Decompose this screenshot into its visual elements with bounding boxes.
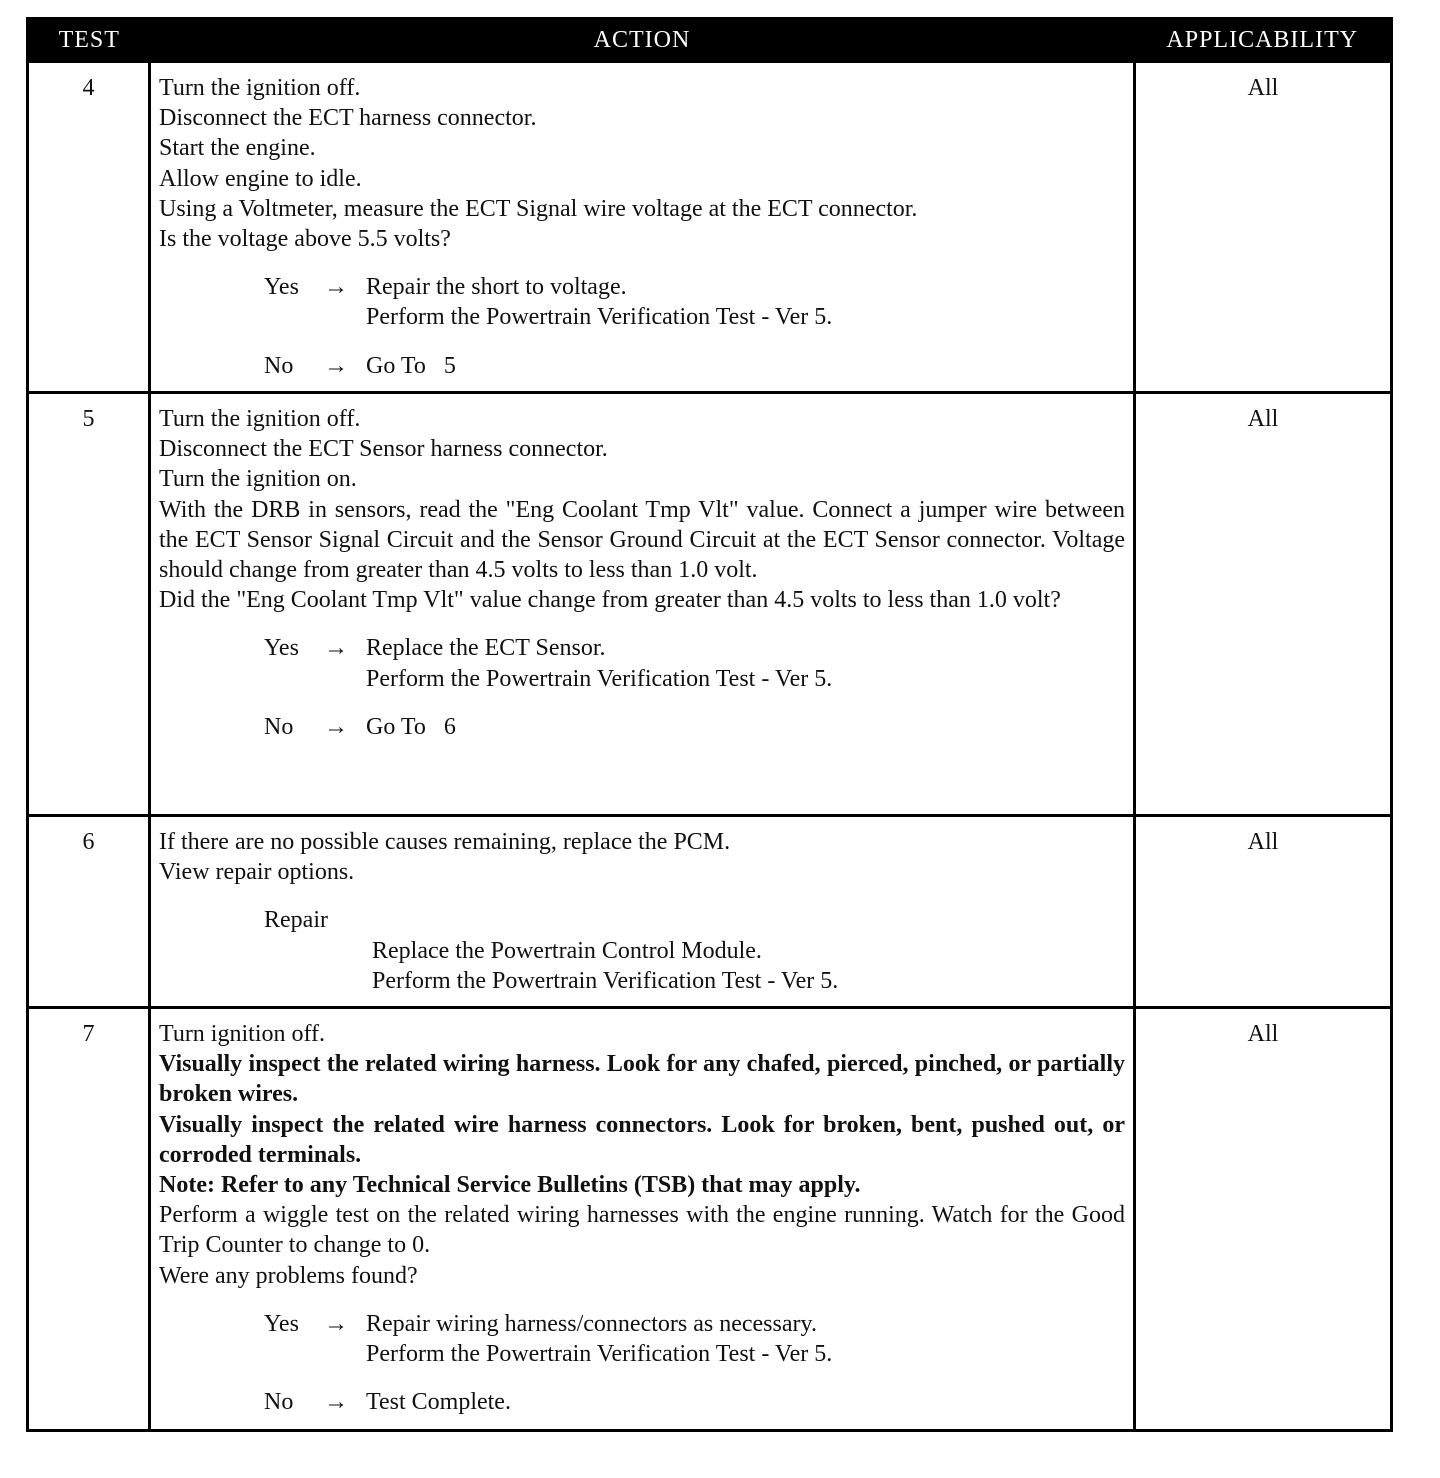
arrow-right-icon: → (324, 713, 348, 740)
arrow-right-icon: → (324, 352, 348, 379)
header-action: ACTION (150, 19, 1135, 62)
no-result-line: Test Complete. (366, 1389, 511, 1416)
yes-result-line: Repair the short to voltage. (366, 274, 627, 301)
yes-result (366, 272, 1125, 332)
no-result (366, 351, 1125, 381)
applicability-value: All (1135, 1008, 1392, 1431)
yes-outcome (264, 1309, 1125, 1369)
action-line: Were any problems found? (159, 1262, 418, 1289)
repair-steps (372, 936, 1125, 996)
diagnostic-test-table (26, 17, 1393, 1432)
yes-label: Yes (264, 274, 299, 301)
no-result (366, 1387, 1125, 1417)
action-line: If there are no possible causes remaining, replace the PCM. (159, 829, 731, 855)
yes-outcome (264, 633, 1125, 693)
test-number: 7 (28, 1008, 150, 1431)
yes-result-line: Perform the Powertrain Verification Test - Ver 5. (366, 665, 833, 692)
action-line: Using a Voltmeter, measure the ECT Signal wire voltage at the ECT connector. (159, 195, 918, 222)
action-line: Turn ignition off. (159, 1021, 326, 1048)
no-result-line: Go To 5 (366, 352, 456, 379)
test-number: 4 (28, 62, 150, 393)
yes-label: Yes (264, 1310, 299, 1337)
action-line: Turn the ignition off. (159, 75, 361, 101)
yes-result-line: Replace the ECT Sensor. (366, 635, 606, 662)
no-outcome (264, 1387, 1125, 1417)
header-test: TEST (28, 19, 150, 62)
action-line-bold: Visually inspect the related wiring harness. Look for any chafed, pierced, pinched, or partially broken wires. (159, 1051, 1125, 1108)
yes-outcome (264, 272, 1125, 332)
arrow-right-icon: → (324, 635, 348, 662)
action-line-bold: Note: Refer to any Technical Service Bulletins (TSB) that may apply. (159, 1172, 861, 1199)
table-header-row (28, 19, 1392, 62)
yes-result-line: Repair wiring harness/connectors as necessary. (366, 1310, 817, 1337)
no-label: No (264, 1389, 294, 1416)
applicability-value: All (1135, 62, 1392, 393)
no-outcome (264, 351, 1125, 381)
test-number: 6 (28, 816, 150, 1008)
applicability-value: All (1135, 816, 1392, 1008)
arrow-right-icon: → (324, 1310, 348, 1337)
header-applicability: APPLICABILITY (1135, 19, 1392, 62)
arrow-right-icon: → (324, 274, 348, 301)
action-line: Disconnect the ECT harness connector. (159, 105, 537, 132)
action-cell (150, 62, 1135, 393)
yes-result-line: Perform the Powertrain Verification Test - Ver 5. (366, 1341, 833, 1368)
action-line: View repair options. (159, 859, 355, 886)
action-cell (150, 1008, 1135, 1431)
action-line: Allow engine to idle. (159, 165, 362, 192)
table-row-test-4 (28, 62, 1392, 393)
arrow-right-icon: → (324, 1389, 348, 1416)
action-line: Disconnect the ECT Sensor harness connector. (159, 436, 608, 463)
yes-result (366, 1309, 1125, 1369)
table-row-test-7 (28, 1008, 1392, 1431)
action-line: With the DRB in sensors, read the "Eng Coolant Tmp Vlt" value. Connect a jumper wire between the ECT Sensor Signal Circuit and the Sensor Ground Circuit at the ECT Sensor connector. Voltage should change from greater than 4.5 volts to less than 1.0 volt. (159, 496, 1125, 584)
repair-options (264, 905, 1125, 996)
no-label: No (264, 352, 294, 379)
action-line: Is the voltage above 5.5 volts? (159, 226, 451, 253)
applicability-value: All (1135, 393, 1392, 816)
repair-step: Replace the Powertrain Control Module. (372, 937, 762, 964)
test-number: 5 (28, 393, 150, 816)
table-row-test-5 (28, 393, 1392, 816)
yes-label: Yes (264, 635, 299, 662)
yes-result-line: Perform the Powertrain Verification Test - Ver 5. (366, 304, 833, 331)
action-cell (150, 393, 1135, 816)
action-line: Did the "Eng Coolant Tmp Vlt" value change from greater than 4.5 volts to less than 1.0 volt? (159, 587, 1061, 614)
action-line: Turn the ignition on. (159, 466, 357, 493)
repair-label: Repair (264, 907, 328, 934)
action-line: Start the engine. (159, 135, 316, 162)
no-result (366, 712, 1125, 742)
yes-result (366, 633, 1125, 693)
repair-step: Perform the Powertrain Verification Test - Ver 5. (372, 967, 839, 994)
action-line-bold: Visually inspect the related wire harness connectors. Look for broken, bent, pushed out, or corroded terminals. (159, 1111, 1125, 1168)
no-result-line: Go To 6 (366, 713, 456, 740)
no-outcome (264, 712, 1125, 742)
action-line: Perform a wiggle test on the related wiring harnesses with the engine running. Watch for the Good Trip Counter to change to 0. (159, 1202, 1125, 1259)
no-label: No (264, 713, 294, 740)
action-cell (150, 816, 1135, 1008)
table-row-test-6 (28, 816, 1392, 1008)
action-line: Turn the ignition off. (159, 406, 361, 432)
